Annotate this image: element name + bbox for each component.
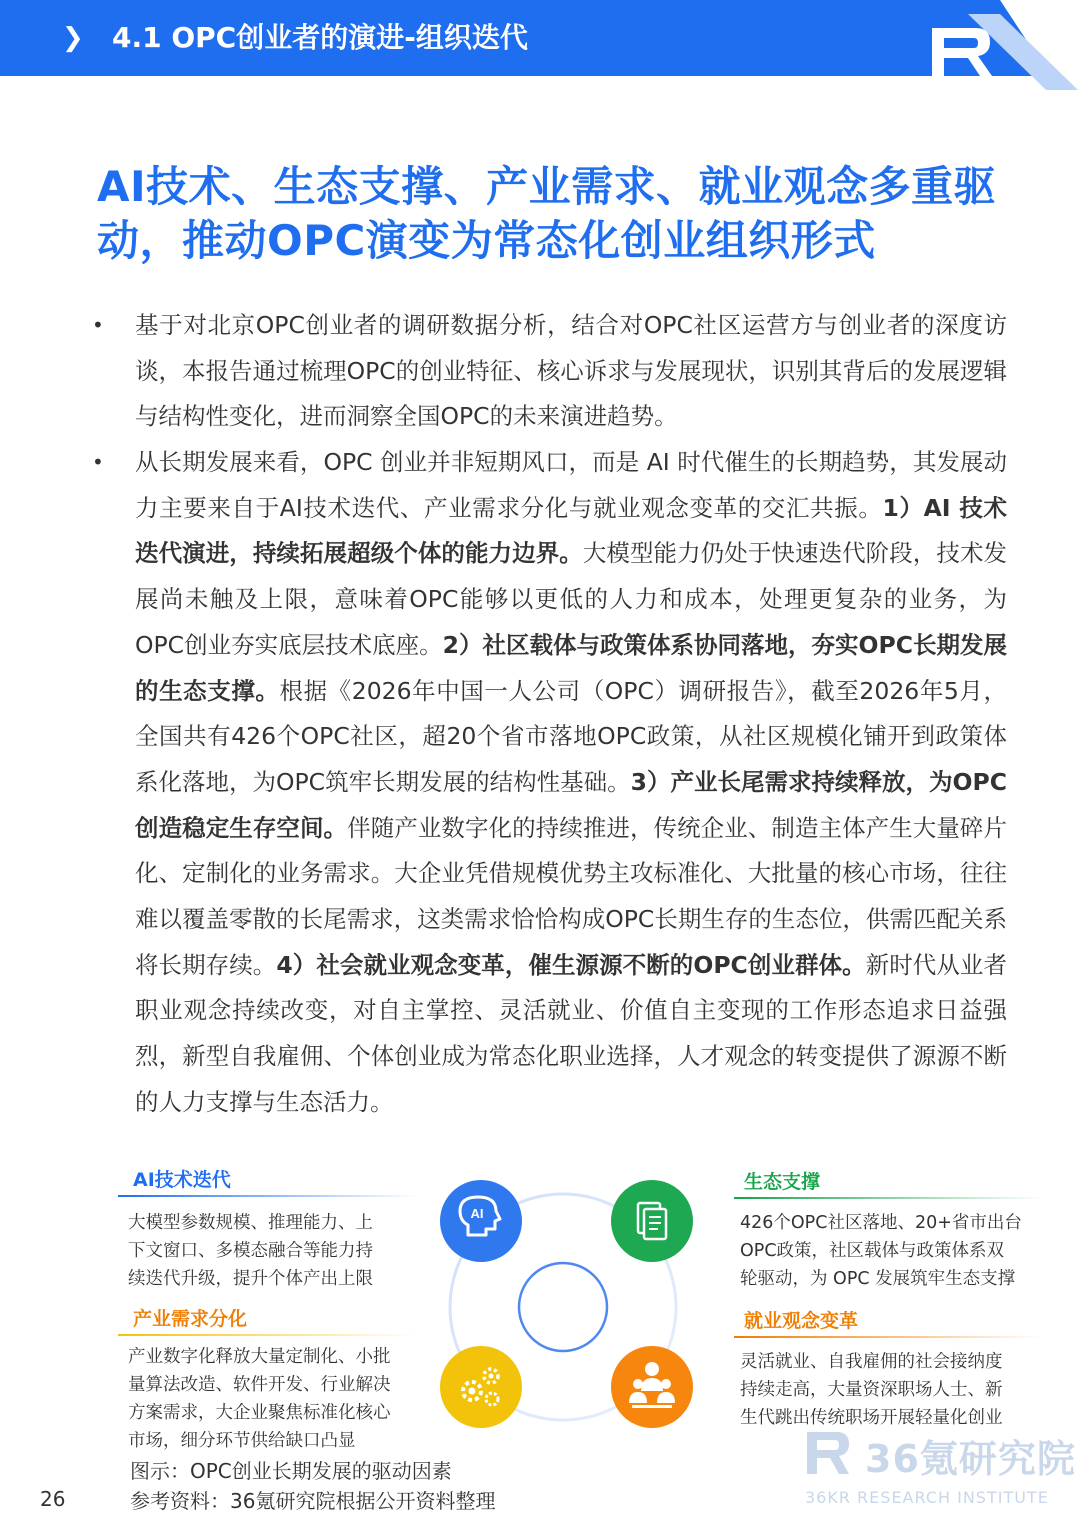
chevron-right-icon: ❯ — [62, 23, 84, 53]
driver-2-text: 根据《2026年中国一人公司（OPC）调研报告》，截至2026年5月，全国共有426个OPC社区，超20个省市落地OPC政策，从社区规模化铺开到政策体系化落地，为OPC筑牢长期发展的结构性基础。 — [135, 676, 1008, 796]
page-title-line-2: 动，推动OPC演变为常态化创业组织形式 — [97, 216, 876, 265]
ai-text-line: 大模型参数规模、推理能力、上 — [128, 1213, 373, 1233]
page-number: 26 — [40, 1487, 66, 1511]
page-title-line-1: AI技术、生态支撑、产业需求、就业观念多重驱 — [97, 162, 997, 211]
employment-title-underline — [734, 1336, 1044, 1338]
figure-source: 参考资料：36氪研究院根据公开资料整理 — [130, 1489, 496, 1513]
document-icon — [611, 1180, 693, 1262]
page-title — [97, 160, 1042, 268]
bullet-text-2 — [135, 440, 1007, 1126]
watermark-cn: 36氪研究院 — [865, 1437, 1076, 1481]
eco-text-line: 426个OPC社区落地、20+省市出台 — [740, 1213, 1022, 1233]
eco-text-line: OPC政策，社区载体与政策体系双 — [740, 1241, 1005, 1261]
industry-driver-text — [128, 1343, 391, 1455]
bullet-text-1: 基于对北京OPC创业者的调研数据分析，结合对OPC社区运营方与创业者的深度访谈，本报告通过梳理OPC的创业特征、核心诉求与发展现状，识别其背后的发展逻辑与结构性变化，进而洞察全国OPC的未来演进趋势。 — [135, 311, 1007, 431]
industry-text-line: 产业数字化释放大量定制化、小批 — [128, 1347, 391, 1367]
ai-driver-text — [128, 1209, 373, 1293]
eco-driver-title: 生态支撑 — [744, 1171, 821, 1193]
drivers-diagram — [420, 1165, 710, 1455]
people-icon — [611, 1346, 693, 1428]
gears-icon — [440, 1346, 522, 1428]
employment-text-line: 持续走高，大量资深职场人士、新 — [740, 1380, 1003, 1400]
inner-ring — [519, 1263, 607, 1351]
employment-text-line: 灵活就业、自我雇佣的社会接纳度 — [740, 1352, 1003, 1372]
driver-1-text: 大模型能力仍处于快速迭代阶段，技术发展尚未触及上限，意味着OPC能够以更低的人力和成本，处理更复杂的业务，为OPC创业夯实底层技术底座。 — [135, 539, 1008, 659]
bullet-dot: • — [92, 450, 104, 474]
driver-1-heading: 1）AI 技术迭代演进，持续拓展超级个体的能力边界。 — [135, 493, 1007, 568]
bullet-2-intro: 从长期发展来看，OPC 创业并非短期风口，而是 AI 时代催生的长期趋势，其发展动力主要来自于AI技术迭代、产业需求分化与就业观念变革的交汇共振。 — [135, 448, 1007, 522]
bullet-dot: • — [92, 313, 104, 337]
ai-text-line: 续迭代升级，提升个体产出上限 — [128, 1269, 373, 1289]
eco-title-underline — [734, 1197, 1044, 1199]
ai-driver-title: AI技术迭代 — [133, 1169, 231, 1191]
industry-title-underline — [118, 1334, 418, 1336]
driver-2-heading: 2）社区载体与政策体系协同落地，夯实OPC长期发展的生态支撑。 — [135, 630, 1007, 705]
industry-text-line: 市场，细分环节供给缺口凸显 — [128, 1431, 356, 1451]
employment-text-line: 生代跳出传统职场开展轻量化创业 — [740, 1408, 1003, 1428]
page-header — [0, 0, 1080, 76]
employment-driver-title: 就业观念变革 — [744, 1310, 859, 1332]
ai-title-underline — [118, 1195, 418, 1197]
eco-driver-text — [740, 1209, 1022, 1293]
ai-text-line: 下文窗口、多模态融合等能力持 — [128, 1241, 373, 1261]
figure-caption: 图示：OPC创业长期发展的驱动因素 — [130, 1459, 452, 1483]
bullet-item-2 — [92, 440, 1007, 1126]
watermark-logo-icon — [805, 1428, 853, 1478]
employment-driver-text — [740, 1348, 1003, 1432]
section-title: 4.1 OPC创业者的演进-组织迭代 — [112, 21, 528, 54]
r-logo-icon — [928, 14, 1078, 90]
eco-text-line: 轮驱动，为 OPC 发展筑牢生态支撑 — [740, 1269, 1016, 1289]
industry-driver-title: 产业需求分化 — [133, 1308, 248, 1330]
ai-icon-label: AI — [470, 1206, 484, 1221]
watermark-en: 36KR RESEARCH INSTITUTE — [805, 1488, 1049, 1507]
ai-head-icon — [440, 1180, 522, 1262]
bullet-item-1 — [92, 303, 1007, 440]
driver-3-heading: 3）产业长尾需求持续释放，为OPC创造稳定生存空间。 — [135, 767, 1007, 842]
driver-4-heading: 4）社会就业观念变革，催生源源不断的OPC创业群体。 — [276, 950, 866, 979]
driver-3-text: 伴随产业数字化的持续推进，传统企业、制造主体产生大量碎片化、定制化的业务需求。大企业凭借规模优势主攻标准化、大批量的核心市场，往往难以覆盖零散的长尾需求，这类需求恰恰构成OPC长期生存的生态位，供需匹配关系将长期存续。 — [135, 813, 1007, 979]
industry-text-line: 量算法改造、软件开发、行业解决 — [128, 1375, 391, 1395]
industry-text-line: 方案需求，大企业聚焦标准化核心 — [128, 1403, 391, 1423]
driver-4-text: 新时代从业者职业观念持续改变，对自主掌控、灵活就业、价值自主变现的工作形态追求日益强烈，新型自我雇佣、个体创业成为常态化职业选择，人才观念的转变提供了源源不断的人力支撑与生态活力。 — [135, 950, 1007, 1116]
